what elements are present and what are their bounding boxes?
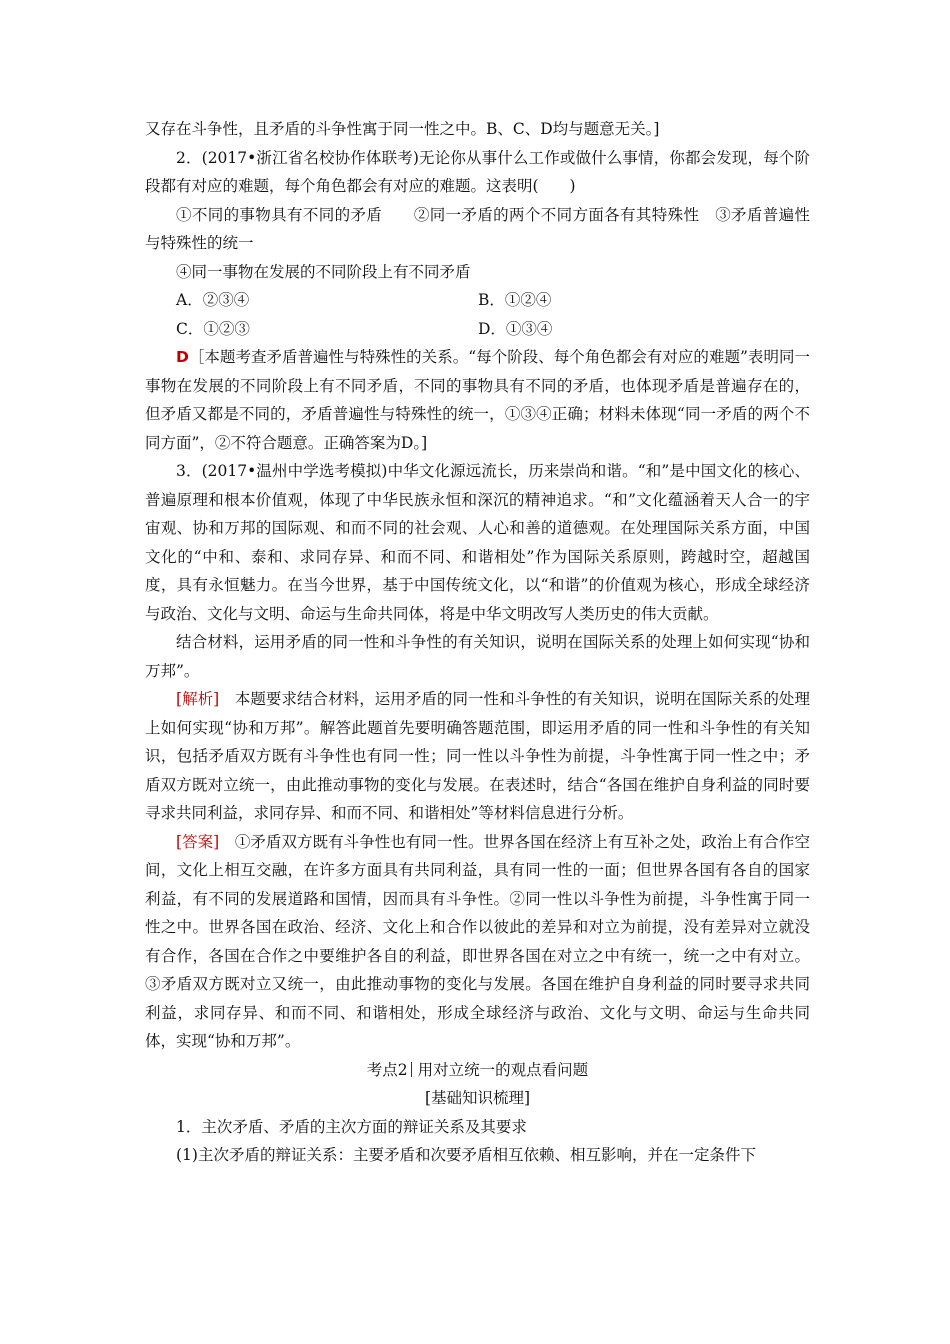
question-2-stem: 2．(2017•浙江省名校协作体联考)无论你从事什么工作或做什么事情，你都会发现，每个阶段都有对应的难题，每个角色都会有对应的难题。这表明( )	[145, 148, 810, 195]
answer-tag: [答案]	[176, 832, 220, 851]
answer-text: ①矛盾双方既有斗争性也有同一性。世界各国在经济上有互补之处，政治上有合作空间，文化上相互交融，在许多方面具有共同利益，具有同一性的一面；但世界各国有各自的国家利益，有不同的发展道路和国情，因而具有斗争性。②同一性以斗争性为前提，斗争性寓于同一性之中。世界各国在政治、经济、文化上和合作以彼此的差异和对立为前提，没有差异对立就没有合作，各国在合作之中要维护各自的利益，即世界各国在对立之中有统一，统一之中有对立。③矛盾双方既对立又统一，由此推动事物的变化与发展。各国在维护自身利益的同时要寻求共同利益，求同存异、和而不同、和谐相处，形成全球经济与政治、文化与文明、命运与生命共同体，实现“协和万邦”。	[145, 832, 810, 1050]
document-page	[145, 115, 810, 1170]
choice-c: C．①②③	[176, 319, 250, 338]
answer-paragraph	[145, 828, 810, 1056]
answer-letter: D	[176, 348, 189, 366]
question-2-statement-4: ④同一事物在发展的不同阶段上有不同矛盾	[176, 262, 471, 281]
answer-explanation: ［本题考查矛盾普遍性与特殊性的关系。“每个阶段、每个角色都会有对应的难题”表明同一事物在发展的不同阶段上有不同矛盾，不同的事物具有不同的矛盾，也体现矛盾是普遍存在的，但矛盾又都是不同的，矛盾普遍性与特殊性的统一，①③④正确；材料未体现“同一矛盾的两个不同方面”，②不符合题意。正确答案为D。]	[145, 348, 810, 452]
choice-row-2	[145, 315, 810, 344]
item-1-1: (1)主次矛盾的辩证关系：主要矛盾和次要矛盾相互依赖、相互影响，并在一定条件下	[176, 1146, 756, 1164]
item-1: 1．主次矛盾、矛盾的主次方面的辩证关系及其要求	[176, 1117, 527, 1136]
choice-b: B．①②④	[478, 291, 552, 309]
choice-row-1	[145, 286, 810, 315]
question-3-stem: 3．(2017•温州中学选考模拟)中华文化源远流长，历来崇尚和谐。“和”是中国文化的核心、普遍原理和根本价值观，体现了中华民族永恒和深沉的精神追求。“和”文化蕴涵着天人合一的宇宙观、协和万邦的国际观、和而不同的社会观、人心和善的道德观。在处理国际关系方面，中国文化的“中和、泰和、求同存异、和而不同、和谐相处”作为国际关系原则，跨越时空，超越国度，具有永恒魅力。在当今世界，基于中国传统文化，以“和谐”的价值观为核心，形成全球经济与政治、文化与文明、命运与生命共同体，将是中华文明改写人类历史的伟大贡献。	[145, 462, 810, 623]
question-2-answer	[145, 343, 810, 457]
choice-a: A．②③④	[176, 291, 250, 309]
section-heading	[145, 1056, 810, 1085]
choice-d: D．①③④	[478, 319, 553, 338]
section-label: 考点2	[366, 1060, 408, 1079]
subheading: [基础知识梳理]	[424, 1089, 531, 1107]
section-divider	[411, 1062, 412, 1077]
analysis-text: 本题要求结合材料，运用矛盾的同一性和斗争性的有关知识，说明在国际关系的处理上如何实现“协和万邦”。解答此题首先要明确答题范围，即运用矛盾的同一性和斗争性的有关知识，包括矛盾双方既有斗争性也有同一性；同一性以斗争性为前提，斗争性寓于同一性之中；矛盾双方既对立统一，由此推动事物的变化与发展。在表述时，结合“各国在维护自身利益的同时要寻求共同利益，求同存异、和而不同、和谐相处”等材料信息进行分析。	[145, 690, 810, 822]
analysis-tag: [解析]	[176, 690, 220, 708]
question-2-statements: ①不同的事物具有不同的矛盾 ②同一矛盾的两个不同方面各有其特殊性 ③矛盾普遍性与特殊性的统一	[145, 205, 810, 252]
question-3-ask: 结合材料，运用矛盾的同一性和斗争性的有关知识，说明在国际关系的处理上如何实现“协和万邦”。	[145, 633, 810, 680]
section-title: 用对立统一的观点看问题	[417, 1060, 589, 1079]
analysis-paragraph	[145, 685, 810, 828]
paragraph-continuation: 又存在斗争性，且矛盾的斗争性寓于同一性之中。B、C、D均与题意无关。]	[145, 120, 660, 138]
